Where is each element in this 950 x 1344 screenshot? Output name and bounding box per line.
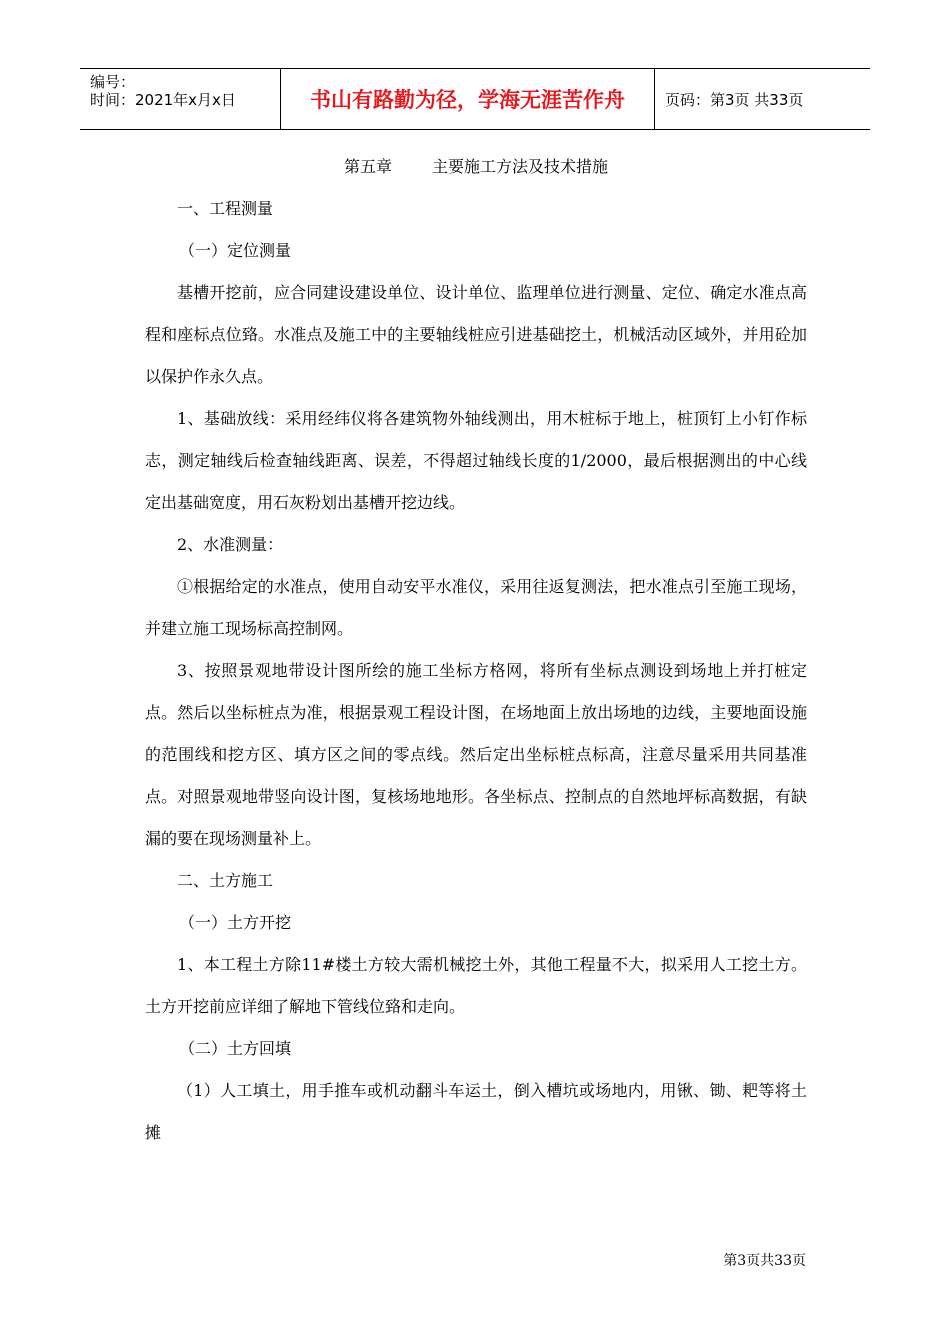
chapter-title — [145, 155, 807, 179]
paragraph-2: 1、基础放线：采用经纬仪将各建筑物外轴线测出，用木桩标于地上，桩顶钉上小钉作标志，测定轴线后检查轴线距离、误差，不得超过轴线长度的1/2000，最后根据测出的中心线定出基础宽度，用石灰粉划出基槽开挖边线。 — [145, 409, 807, 512]
paragraph-1: 基槽开挖前，应合同建设建设单位、设计单位、监理单位进行测量、定位、确定水准点高程和座标点位臵。水准点及施工中的主要轴线桩应引进基础挖土，机械活动区域外，并用砼加以保护作永久点。 — [145, 283, 807, 386]
paragraph-6: 1、本工程土方除11#楼土方较大需机械挖土外，其他工程量不大，拟采用人工挖土方。土方开挖前应详细了解地下管线位臵和走向。 — [145, 955, 807, 1016]
paragraph-3: 2、水准测量： — [177, 535, 284, 554]
chapter-name: 主要施工方法及技术措施 — [432, 157, 609, 176]
header-motto: 书山有路勤为径，学海无涯苦作舟 — [281, 69, 655, 129]
page-footer: 第3页共33页 — [723, 1253, 806, 1269]
header-meta — [80, 69, 281, 129]
subsection-heading-1-1: （一）定位测量 — [179, 241, 292, 260]
time-label: 时间：2021年x月x日 — [90, 91, 236, 109]
chapter-number: 第五章 — [343, 157, 392, 176]
paragraph-4: ①根据给定的水准点，使用自动安平水准仪，采用往返复测法，把水准点引至施工现场，并建立施工现场标高控制网。 — [145, 577, 807, 638]
subsection-heading-2-1: （一）土方开挖 — [179, 913, 292, 932]
paragraph-5: 3、按照景观地带设计图所绘的施工坐标方格网，将所有坐标点测设到场地上并打桩定点。然后以坐标桩点为准，根据景观工程设计图，在场地面上放出场地的边线，主要地面设施的范围线和挖方区、填方区之间的零点线。然后定出坐标桩点标高，注意尽量采用共同基准点。对照景观地带竖向设计图，复核场地地形。各坐标点、控制点的自然地坪标高数据，有缺漏的要在现场测量补上。 — [145, 661, 807, 848]
section-heading-1: 一、工程测量 — [177, 199, 274, 218]
subsection-heading-2-2: （二）土方回填 — [179, 1039, 292, 1058]
header-page-number: 页码：第3页 共33页 — [665, 90, 804, 109]
document-body — [145, 155, 807, 1163]
code-label: 编号： — [90, 73, 136, 91]
section-heading-2: 二、土方施工 — [177, 871, 274, 890]
page-header — [80, 68, 870, 130]
paragraph-7: （1）人工填土，用手推车或机动翻斗车运土，倒入槽坑或场地内，用锹、锄、耙等将土摊 — [145, 1081, 807, 1142]
